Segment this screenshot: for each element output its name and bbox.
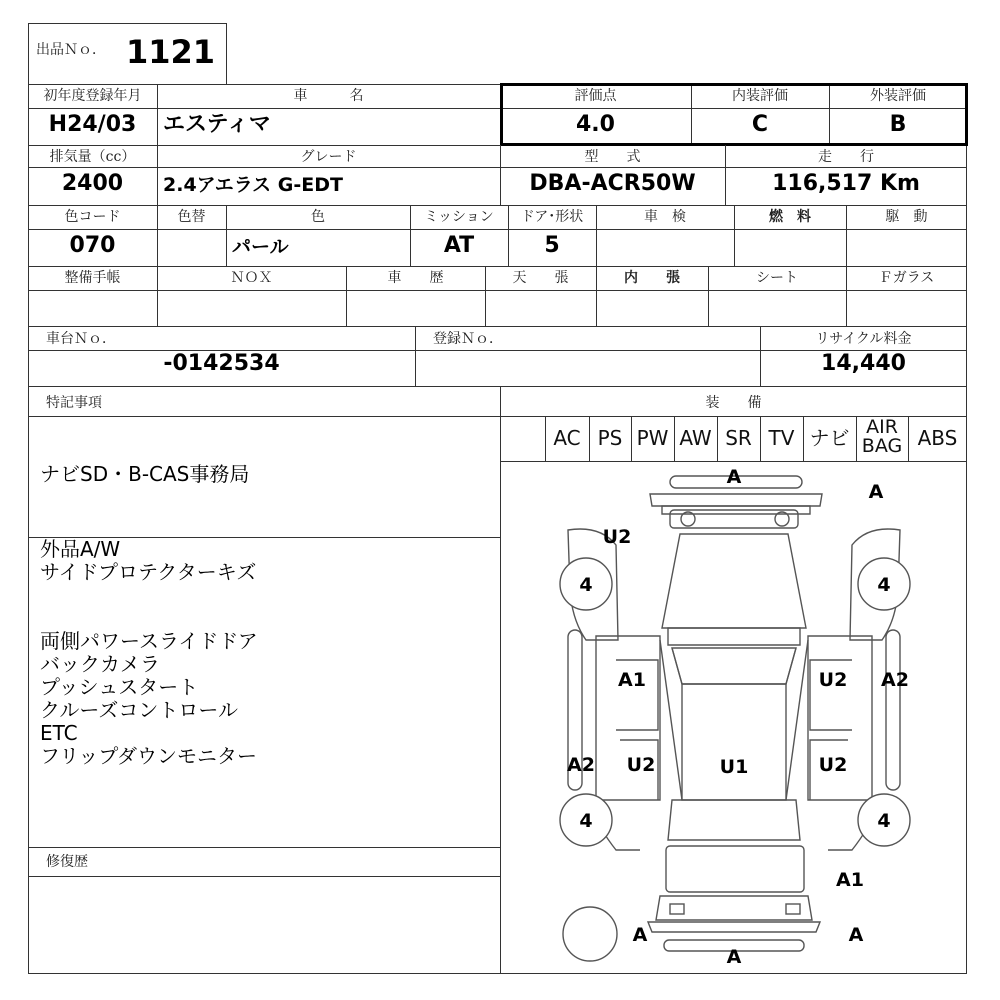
history-label: 車 歴: [387, 270, 444, 286]
roof-label: 天 張: [512, 270, 569, 286]
equipment-label: 装 備: [705, 395, 762, 411]
lot-number-label: 出品Ｎｏ．: [36, 42, 106, 58]
mark-rear-left-corner: A: [632, 924, 648, 946]
mark-tire-rr: 4: [877, 810, 891, 832]
equip-navi: ナビ: [809, 426, 850, 450]
score-label: 評価点: [574, 88, 617, 104]
interior-lining-label: 内 張: [624, 270, 680, 286]
displacement-value: 2400: [61, 171, 124, 196]
glass-label: Ｆガラス: [878, 270, 935, 286]
equip-airbag: AIR BAG: [861, 416, 903, 457]
divider: [28, 205, 967, 206]
score-value: 4.0: [576, 112, 615, 137]
door-value: 5: [544, 233, 560, 258]
interior-label: 内装評価: [732, 88, 788, 104]
mileage-value: 116,517 Km: [772, 171, 920, 196]
special-label: 特記事項: [46, 395, 102, 411]
color-label: 色: [311, 209, 325, 225]
grade-label: グレード: [300, 149, 357, 165]
divider: [28, 386, 967, 387]
mark-left-front-door: A1: [618, 669, 646, 691]
transmission-value: AT: [443, 233, 475, 258]
mark-rear-right: A1: [836, 869, 864, 891]
equip-ac: AC: [553, 426, 581, 450]
mark-front-bumper: A: [726, 466, 742, 488]
equipment-notes: 外品A/W サイドプロテクターキズ 両側パワースライドドア バックカメラ プッシュスタート クルーズコントロール ETC フリップダウンモニター: [40, 537, 258, 768]
equip-ps: PS: [597, 426, 623, 450]
car-name-value: エスティマ: [163, 112, 271, 137]
mark-windshield-left: U2: [602, 526, 632, 548]
equip-tv: TV: [768, 426, 795, 450]
registration-label: 登録Ｎｏ．: [433, 331, 503, 347]
drive-label: 駆 動: [885, 209, 928, 225]
divider: [28, 290, 967, 291]
color-value: パール: [232, 236, 289, 258]
interior-value: C: [751, 112, 769, 137]
mark-roof: U1: [719, 756, 749, 778]
divider: [28, 847, 500, 848]
equip-abs: ABS: [917, 426, 958, 450]
lot-number: 1121: [125, 33, 216, 71]
fuel-label: 燃 料: [769, 209, 811, 225]
equip-sr: SR: [725, 426, 752, 450]
car-name-label: 車 名: [293, 88, 364, 104]
inspection-label: 車 検: [644, 209, 686, 225]
repair-label: 修復歴: [46, 854, 88, 870]
exterior-value: B: [889, 112, 907, 137]
divider: [28, 326, 967, 327]
equip-pw: PW: [636, 426, 669, 450]
chassis-value: -0142534: [163, 351, 280, 376]
mark-right-rocker: A2: [881, 669, 909, 691]
door-label: ドア･形状: [520, 209, 584, 225]
divider: [28, 876, 500, 877]
nox-label: ＮＯＸ: [230, 270, 273, 286]
repaint-label: 色替: [177, 209, 206, 225]
divider: [28, 229, 967, 230]
mark-tire-rl: 4: [579, 810, 593, 832]
mark-front-right-corner: A: [868, 481, 884, 503]
mark-tire-fl: 4: [579, 574, 593, 596]
divider: [28, 266, 967, 267]
mark-left-rocker: A2: [567, 754, 595, 776]
grade-value: 2.4アエラス G-EDT: [163, 174, 343, 196]
car-damage-diagram: [500, 461, 967, 974]
mark-rear-right-corner: A: [848, 924, 864, 946]
first-reg-value: H24/03: [48, 112, 137, 137]
mark-rear-bumper: A: [726, 946, 742, 968]
mark-left-rear-door: U2: [626, 754, 656, 776]
color-code-label: 色コード: [64, 209, 121, 225]
exterior-label: 外装評価: [870, 88, 926, 104]
mark-right-rear-door: U2: [818, 754, 848, 776]
equip-aw: AW: [679, 426, 712, 450]
divider: [415, 326, 416, 386]
transmission-label: ミッション: [424, 209, 494, 225]
mark-tire-fr: 4: [877, 574, 891, 596]
seat-label: シート: [756, 270, 798, 286]
first-reg-label: 初年度登録年月: [43, 88, 142, 104]
mileage-label: 走 行: [818, 149, 874, 165]
divider: [28, 167, 967, 168]
chassis-label: 車台Ｎｏ．: [46, 331, 116, 347]
model-value: DBA-ACR50W: [529, 171, 696, 196]
recycle-value: 14,440: [821, 351, 906, 376]
special-text: ナビSD・B-CAS事務局: [40, 462, 250, 486]
model-label: 型 式: [584, 149, 641, 165]
mark-right-front-door: U2: [818, 669, 848, 691]
displacement-label: 排気量（cc）: [49, 149, 136, 165]
recycle-label: リサイクル料金: [815, 331, 912, 347]
maintenance-label: 整備手帳: [64, 270, 121, 286]
color-code-value: 070: [69, 233, 116, 258]
